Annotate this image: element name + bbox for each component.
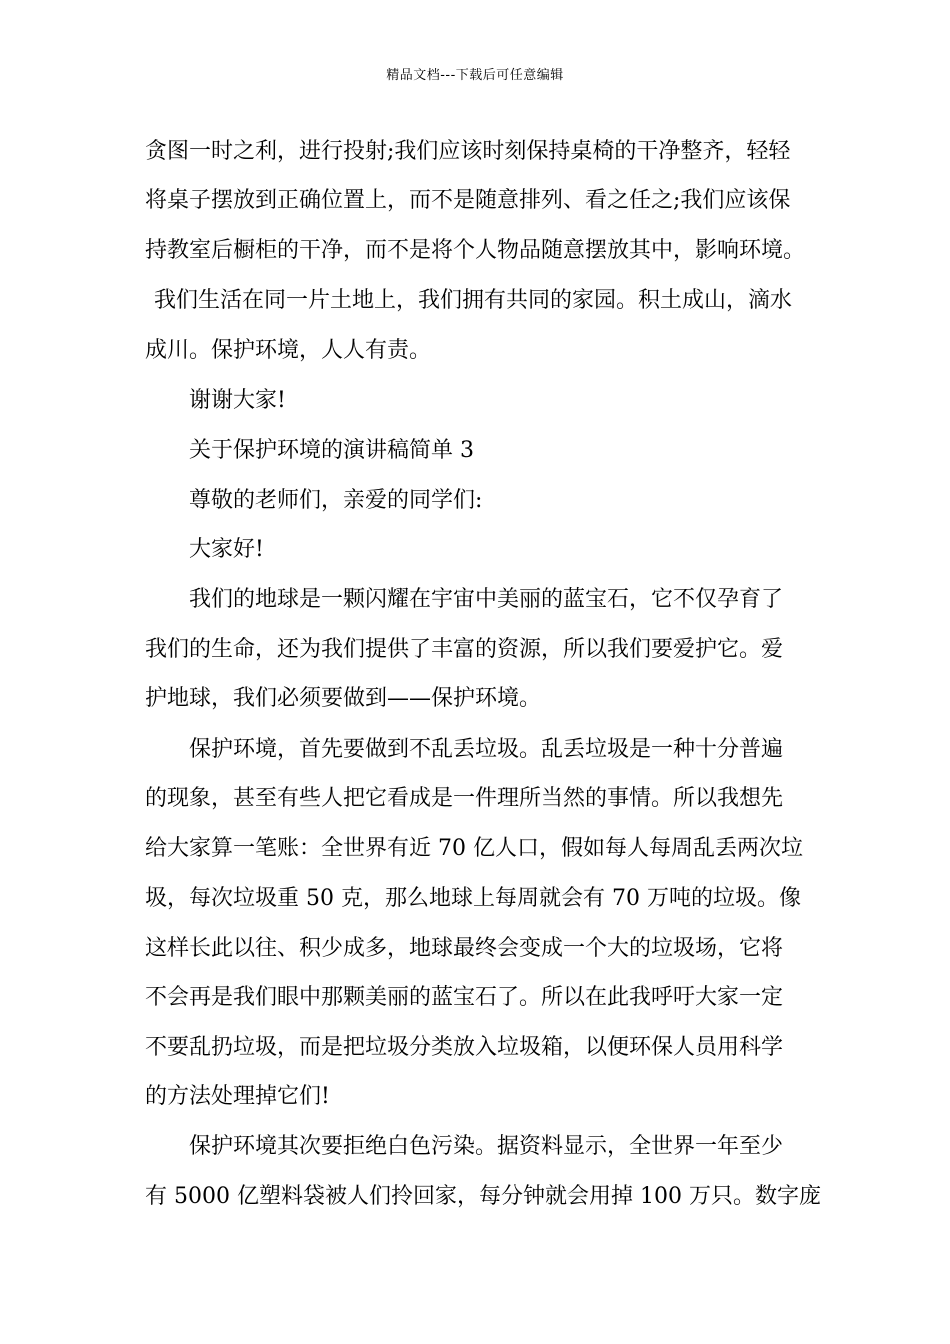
- text-line: 的现象，甚至有些人把它看成是一件理所当然的事情。所以我想先: [145, 786, 784, 811]
- text-line: 给大家算一笔账：全世界有近 70 亿人口，假如每人每周乱丢两次垃: [145, 836, 803, 861]
- text-line: 成川。保护环境，人人有责。: [145, 338, 432, 363]
- text-line: 谢谢大家!: [189, 388, 286, 413]
- text-line: 我们的生命，还为我们提供了丰富的资源，所以我们要爱护它。爱: [145, 637, 784, 662]
- text-line: 这样长此以往、积少成多，地球最终会变成一个大的垃圾场，它将: [145, 936, 784, 961]
- text-line: 持教室后橱柜的干净，而不是将个人物品随意摆放其中，影响环境。: [145, 238, 806, 263]
- section-title: 关于保护环境的演讲稿简单 3: [189, 438, 474, 463]
- text-line: 有 5000 亿塑料袋被人们拎回家，每分钟就会用掉 100 万只。数字庞: [145, 1184, 821, 1209]
- text-line: 大家好!: [189, 537, 264, 562]
- text-line: 我们生活在同一片土地上，我们拥有共同的家园。积土成山，滴水: [154, 288, 793, 313]
- text-line: 贪图一时之利，进行投射;我们应该时刻保持桌椅的干净整齐，轻轻: [145, 139, 791, 164]
- page-header: 精品文档---下载后可任意编辑: [386, 68, 564, 83]
- text-line: 保护环境其次要拒绝白色污染。据资料显示，全世界一年至少: [189, 1134, 784, 1159]
- text-line: 护地球，我们必须要做到——保护环境。: [145, 686, 542, 711]
- text-line: 尊敬的老师们，亲爱的同学们:: [189, 488, 483, 513]
- text-line: 圾，每次垃圾重 50 克，那么地球上每周就会有 70 万吨的垃圾。像: [145, 886, 801, 911]
- text-line: 保护环境，首先要做到不乱丢垃圾。乱丢垃圾是一种十分普遍: [189, 737, 784, 762]
- text-line: 不会再是我们眼中那颗美丽的蓝宝石了。所以在此我呼吁大家一定: [145, 985, 784, 1010]
- text-line: 我们的地球是一颗闪耀在宇宙中美丽的蓝宝石，它不仅孕育了: [189, 587, 784, 612]
- text-line: 不要乱扔垃圾，而是把垃圾分类放入垃圾箱，以便环保人员用科学: [145, 1035, 784, 1060]
- text-line: 将桌子摆放到正确位置上，而不是随意排列、看之任之;我们应该保: [145, 188, 791, 213]
- text-line: 的方法处理掉它们!: [145, 1084, 330, 1109]
